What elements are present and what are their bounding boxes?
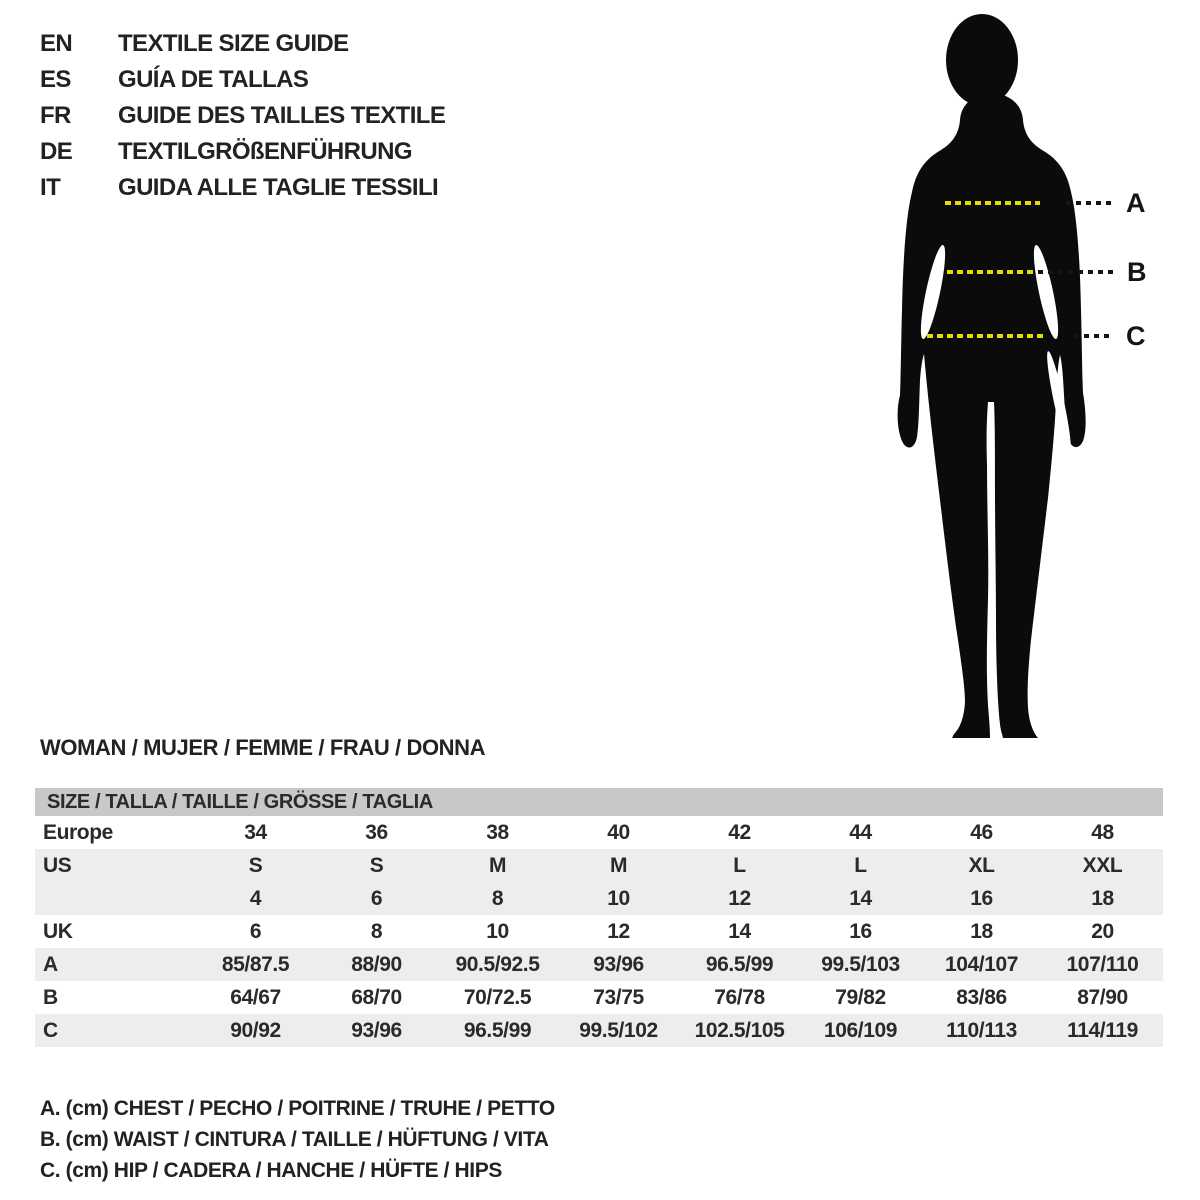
language-code: EN (40, 30, 73, 57)
table-cell: 8 (491, 886, 504, 910)
table-row (35, 915, 1163, 948)
table-cell: 18 (970, 919, 993, 943)
size-table-header: SIZE / TALLA / TAILLE / GRÖSSE / TAGLIA (35, 788, 1163, 816)
table-cell: 16 (970, 886, 993, 910)
table-cell: 90/92 (230, 1018, 281, 1042)
language-title: TEXTILGRÖßENFÜHRUNG (118, 138, 412, 165)
measurement-legend (40, 1093, 555, 1186)
hip-connector-dots (1074, 334, 1114, 338)
table-cell: S (248, 853, 263, 877)
language-code: FR (40, 102, 71, 129)
table-row (35, 882, 1163, 915)
table-cell: 104/107 (944, 952, 1019, 976)
table-cell: 87/90 (1077, 985, 1128, 1009)
table-row-label: UK (43, 919, 73, 943)
table-cell: 36 (365, 820, 388, 844)
table-cell: 4 (249, 886, 262, 910)
table-cell: 10 (607, 886, 630, 910)
table-cell: 6 (249, 919, 262, 943)
table-cell: M (609, 853, 628, 877)
table-cell: XXL (1082, 853, 1123, 877)
language-row-es (40, 62, 445, 98)
table-row (35, 849, 1163, 882)
table-cell: 93/96 (351, 1018, 402, 1042)
table-cell: 93/96 (593, 952, 644, 976)
woman-silhouette (890, 10, 1110, 740)
language-title: GUIDA ALLE TAGLIE TESSILI (118, 174, 439, 201)
table-cell: 18 (1091, 886, 1114, 910)
table-cell: 38 (486, 820, 509, 844)
table-row-label: A (43, 952, 58, 976)
language-code: ES (40, 66, 71, 93)
legend-line-hip: C. (cm) HIP / CADERA / HANCHE / HÜFTE / HIPS (40, 1159, 502, 1182)
table-cell: 83/86 (956, 985, 1007, 1009)
table-cell: 46 (970, 820, 993, 844)
table-cell: 40 (607, 820, 630, 844)
language-code: IT (40, 174, 61, 201)
woman-heading: WOMAN / MUJER / FEMME / FRAU / DONNA (40, 735, 486, 760)
table-cell: 85/87.5 (221, 952, 290, 976)
legend-line-waist: B. (cm) WAIST / CINTURA / TAILLE / HÜFTUNG / VITA (40, 1128, 549, 1151)
waist-marker-letter: B (1127, 257, 1147, 287)
table-row-label: B (43, 985, 58, 1009)
hip-marker-letter: C (1126, 321, 1146, 351)
table-cell: S (369, 853, 384, 877)
table-cell: 20 (1091, 919, 1114, 943)
language-row-de (40, 134, 445, 170)
table-cell: M (488, 853, 507, 877)
table-cell: 42 (728, 820, 751, 844)
hip-measure-line (927, 334, 1047, 338)
table-cell: 16 (849, 919, 872, 943)
size-table-body (35, 816, 1163, 1047)
waist-connector-dots (1038, 270, 1114, 274)
chest-measure-line (945, 201, 1040, 205)
table-cell: 110/113 (946, 1018, 1017, 1042)
table-row (35, 948, 1163, 981)
table-cell: 114/119 (1067, 1018, 1138, 1042)
table-cell: 10 (486, 919, 509, 943)
language-list (40, 26, 445, 206)
table-cell: 76/78 (714, 985, 765, 1009)
language-row-fr (40, 98, 445, 134)
table-cell: 102.5/105 (694, 1018, 785, 1042)
table-cell: 68/70 (351, 985, 402, 1009)
table-cell: 107/110 (1066, 952, 1139, 976)
size-table (35, 788, 1163, 1047)
table-row (35, 816, 1163, 849)
table-row-label: US (43, 853, 72, 877)
table-row-label: C (43, 1018, 58, 1042)
language-title: GUIDE DES TAILLES TEXTILE (118, 102, 446, 129)
language-row-en (40, 26, 445, 62)
table-cell: 44 (849, 820, 872, 844)
table-cell: 34 (244, 820, 267, 844)
legend-line-chest: A. (cm) CHEST / PECHO / POITRINE / TRUHE / PETTO (40, 1097, 555, 1120)
table-cell: 73/75 (593, 985, 644, 1009)
language-row-it (40, 170, 445, 206)
table-row (35, 1014, 1163, 1047)
table-row (35, 981, 1163, 1014)
table-cell: L (733, 853, 746, 877)
table-cell: 8 (370, 919, 383, 943)
table-cell: 12 (607, 919, 630, 943)
table-cell: 99.5/102 (579, 1018, 658, 1042)
table-cell: 79/82 (835, 985, 886, 1009)
table-cell: 12 (728, 886, 751, 910)
table-cell: 70/72.5 (463, 985, 532, 1009)
table-cell: 90.5/92.5 (455, 952, 540, 976)
chest-connector-dots (1066, 201, 1114, 205)
language-code: DE (40, 138, 73, 165)
table-cell: XL (968, 853, 995, 877)
table-cell: 14 (728, 919, 751, 943)
language-title: GUÍA DE TALLAS (118, 66, 309, 93)
table-cell: 64/67 (230, 985, 281, 1009)
table-cell: 99.5/103 (821, 952, 900, 976)
language-title: TEXTILE SIZE GUIDE (118, 30, 349, 57)
table-cell: L (854, 853, 867, 877)
table-cell: 106/109 (823, 1018, 898, 1042)
table-cell: 6 (370, 886, 383, 910)
table-cell: 96.5/99 (705, 952, 774, 976)
table-cell: 48 (1091, 820, 1114, 844)
table-cell: 88/90 (351, 952, 402, 976)
table-cell: 96.5/99 (463, 1018, 532, 1042)
table-cell: 14 (849, 886, 872, 910)
waist-measure-line (947, 270, 1033, 274)
table-row-label: Europe (43, 820, 113, 844)
chest-marker-letter: A (1126, 188, 1146, 218)
